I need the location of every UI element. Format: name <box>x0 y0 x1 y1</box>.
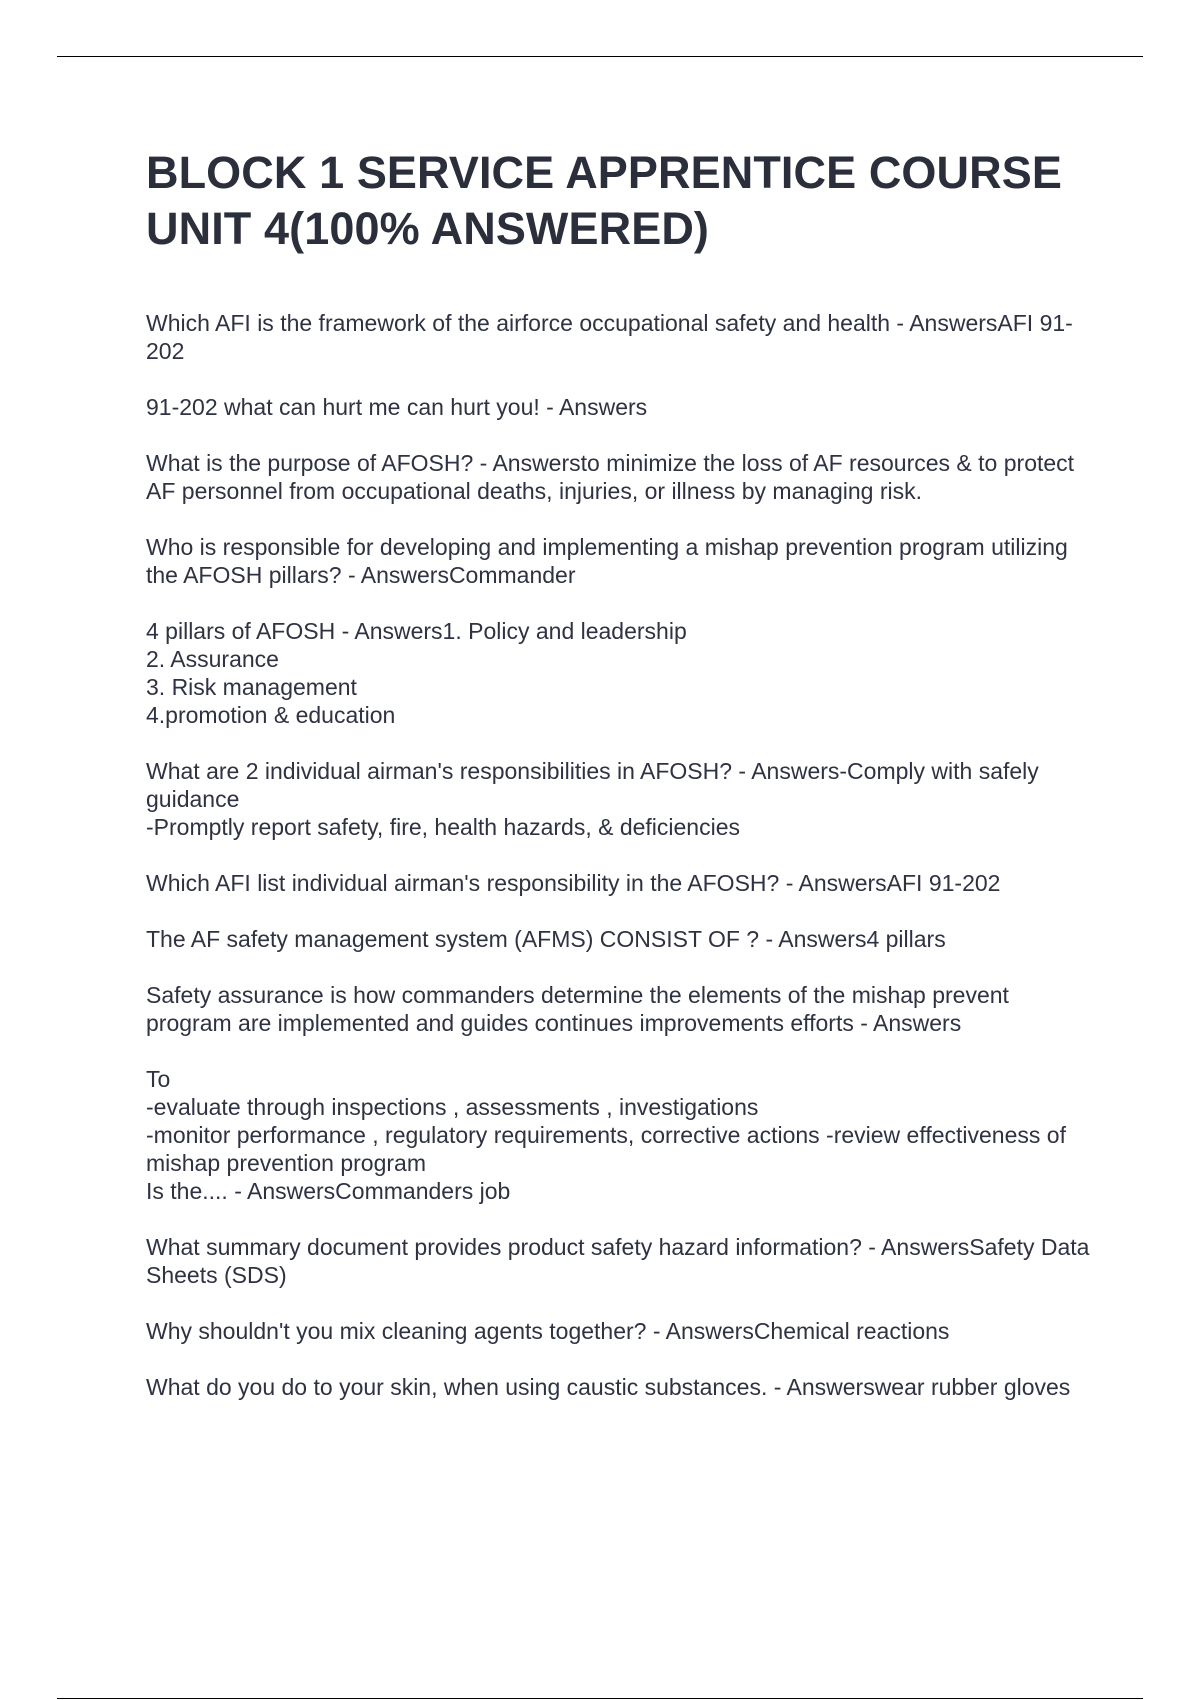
qa-entry: Which AFI list individual airman's responsibility in the AFOSH? - AnswersAFI 91-202 <box>146 870 1001 896</box>
qa-entry: What summary document provides product safety hazard information? - AnswersSafety Data Sheets (SDS) <box>146 1234 1090 1288</box>
document-title: BLOCK 1 SERVICE APPRENTICE COURSE UNIT 4(100% ANSWERED) <box>146 147 1062 254</box>
top-rule <box>57 56 1143 57</box>
qa-entry: What are 2 individual airman's responsibilities in AFOSH? - Answers-Comply with safely guidance -Promptly report safety, fire, health hazards, & deficiencies <box>146 758 1039 840</box>
qa-entry: 4 pillars of AFOSH - Answers1. Policy and leadership 2. Assurance 3. Risk management 4.promotion & education <box>146 618 687 728</box>
bottom-rule <box>57 1698 1143 1699</box>
qa-entry: What do you do to your skin, when using caustic substances. - Answerswear rubber gloves <box>146 1374 1071 1400</box>
qa-entry: Safety assurance is how commanders determine the elements of the mishap prevent program are implemented and guides continues improvements efforts - Answers <box>146 982 1009 1036</box>
qa-entry: Why shouldn't you mix cleaning agents together? - AnswersChemical reactions <box>146 1318 950 1344</box>
qa-entry: To -evaluate through inspections , assessments , investigations -monitor performance , regulatory requirements, corrective actions -review effectiveness of mishap prevention program Is the.... - AnswersCommanders job <box>146 1066 1066 1204</box>
qa-entry: Who is responsible for developing and implementing a mishap prevention program utilizing the AFOSH pillars? - AnswersCommander <box>146 534 1068 588</box>
qa-entry: 91-202 what can hurt me can hurt you! - Answers <box>146 394 648 420</box>
qa-entry: The AF safety management system (AFMS) CONSIST OF ? - Answers4 pillars <box>146 926 946 952</box>
qa-list <box>146 309 1091 1401</box>
document-body <box>146 145 1091 1429</box>
qa-entry: Which AFI is the framework of the airforce occupational safety and health - AnswersAFI 91-202 <box>146 310 1073 364</box>
qa-entry: What is the purpose of AFOSH? - Answersto minimize the loss of AF resources & to protect AF personnel from occupational deaths, injuries, or illness by managing risk. <box>146 450 1075 504</box>
